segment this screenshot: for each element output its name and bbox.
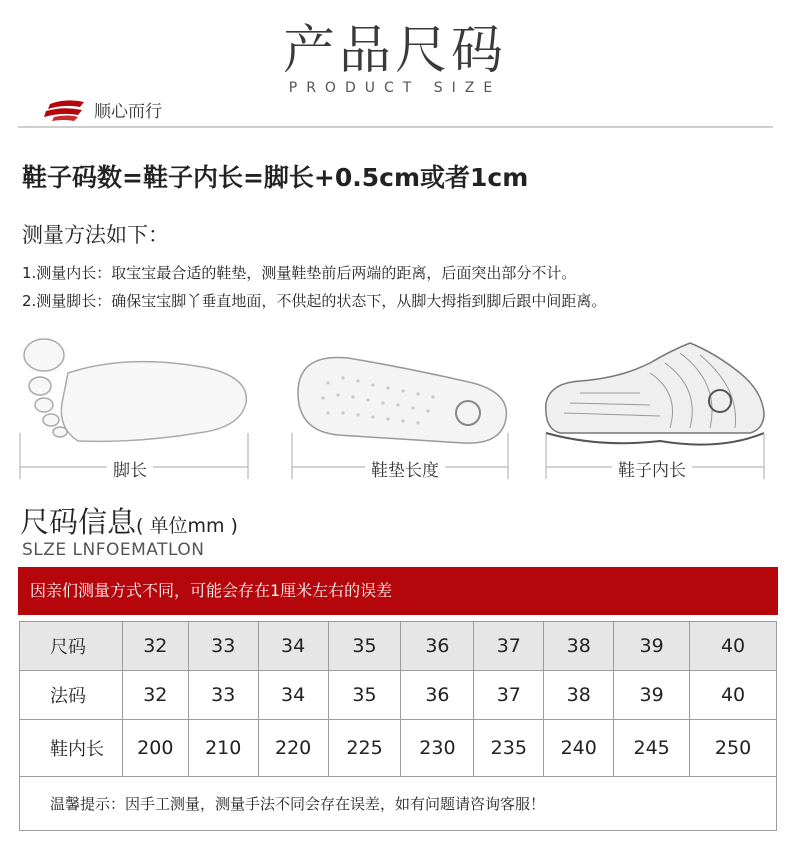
table-cell: 230	[401, 720, 474, 777]
table-cell: 250	[690, 720, 777, 777]
brand-text: 顺心而行	[94, 102, 162, 122]
table-cell: 225	[328, 720, 401, 777]
table-row	[20, 777, 777, 831]
header-divider	[18, 126, 773, 128]
row-label: 尺码	[20, 622, 123, 671]
brand-logo-icon	[44, 98, 86, 122]
tip-note: 温馨提示：因手工测量，测量手法不同会存在误差，如有问题请咨询客服！	[20, 777, 777, 831]
table-cell: 40	[690, 622, 777, 671]
table-cell: 235	[474, 720, 544, 777]
table-cell: 200	[122, 720, 188, 777]
insole-length-label: 鞋垫长度	[365, 456, 445, 481]
table-cell: 37	[474, 622, 544, 671]
table-cell: 35	[328, 671, 401, 720]
table-cell: 220	[258, 720, 328, 777]
table-cell: 36	[401, 622, 474, 671]
table-cell: 32	[122, 622, 188, 671]
table-row	[20, 720, 777, 777]
method-step-1: 1.测量内长：取宝宝最合适的鞋垫，测量鞋垫前后两端的距离，后面突出部分不计。	[22, 264, 577, 282]
size-info-unit: ( 单位mm )	[136, 515, 238, 537]
size-table	[19, 621, 777, 831]
table-cell: 34	[258, 671, 328, 720]
table-cell: 245	[614, 720, 690, 777]
table-cell: 240	[544, 720, 614, 777]
table-cell: 38	[544, 671, 614, 720]
size-info-title	[20, 500, 238, 541]
foot-sole-icon	[61, 362, 246, 442]
table-cell: 40	[690, 671, 777, 720]
table-cell: 32	[122, 671, 188, 720]
table-cell: 35	[328, 622, 401, 671]
table-row	[20, 622, 777, 671]
table-row	[20, 671, 777, 720]
brand	[44, 97, 162, 122]
table-cell: 210	[188, 720, 258, 777]
page-subtitle: PRODUCT SIZE	[288, 80, 502, 96]
shoe-inner-length-label: 鞋子内长	[612, 456, 692, 481]
table-cell: 34	[258, 622, 328, 671]
row-label: 鞋内长	[20, 720, 123, 777]
table-cell: 39	[614, 622, 690, 671]
size-info-subtitle: SLZE LNFOEMATLON	[22, 540, 205, 560]
page-title: 产品尺码	[282, 21, 507, 81]
method-title: 测量方法如下：	[22, 223, 169, 247]
insole-icon	[298, 357, 506, 443]
size-formula: 鞋子码数=鞋子内长=脚长+0.5cm或者1cm	[22, 163, 529, 192]
row-label: 法码	[20, 671, 123, 720]
table-cell: 33	[188, 622, 258, 671]
size-info-title-text: 尺码信息	[20, 505, 137, 539]
foot-length-label: 脚长	[107, 456, 153, 481]
table-cell: 37	[474, 671, 544, 720]
table-cell: 36	[401, 671, 474, 720]
measurement-warning-banner: 因亲们测量方式不同，可能会存在1厘米左右的误差	[18, 567, 778, 615]
table-cell: 33	[188, 671, 258, 720]
table-cell: 38	[544, 622, 614, 671]
shoe-icon	[546, 343, 764, 433]
table-cell: 39	[614, 671, 690, 720]
method-step-2: 2.测量脚长：确保宝宝脚丫垂直地面，不供起的状态下，从脚大拇指到脚后跟中间距离。	[22, 292, 607, 310]
